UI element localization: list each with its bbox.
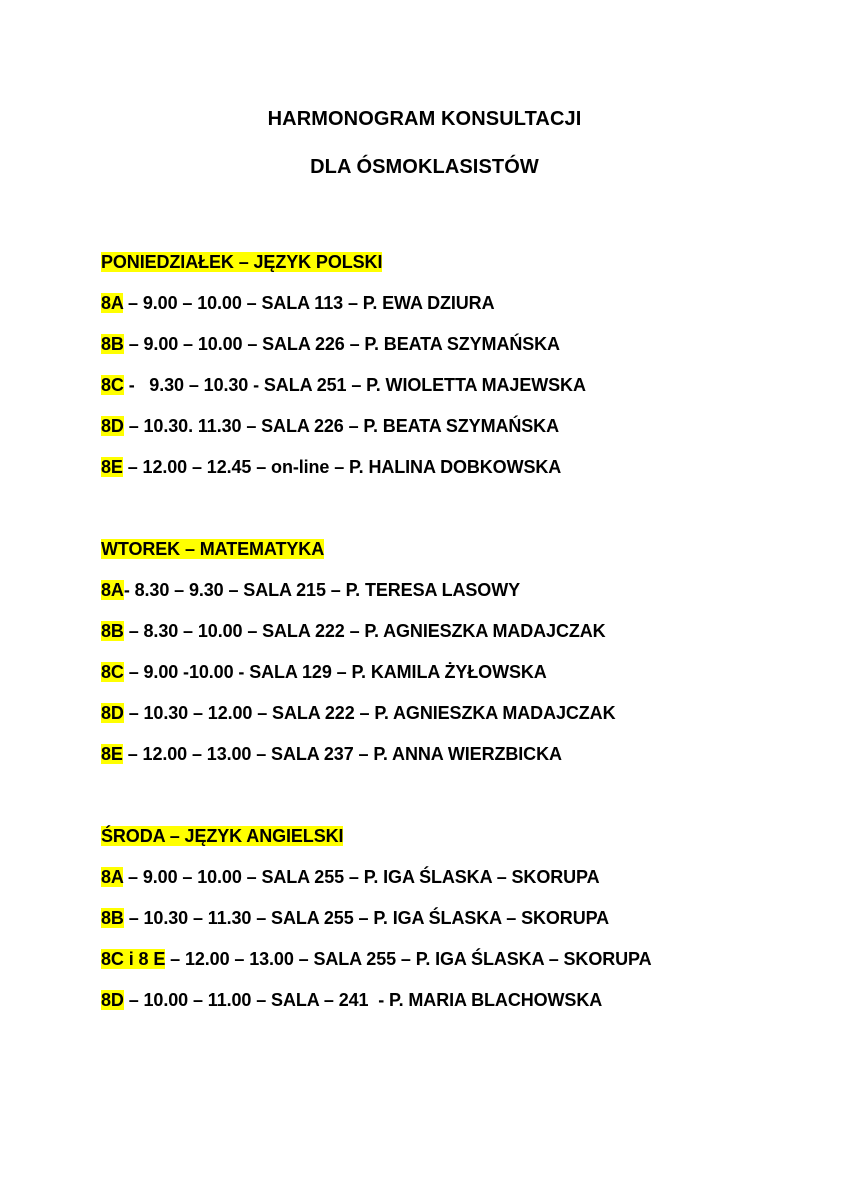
schedule-entry xyxy=(101,701,801,742)
class-label: 8E xyxy=(101,457,123,477)
section-monday-polish xyxy=(101,250,801,496)
schedule-entry xyxy=(101,947,801,988)
entry-details: – 12.00 – 13.00 – SALA 237 – P. ANNA WIERZBICKA xyxy=(122,744,562,764)
schedule-entry xyxy=(101,455,801,496)
schedule-entry xyxy=(101,414,801,455)
entry-details: – 10.00 – 11.00 – SALA – 241 - P. MARIA BLACHOWSKA xyxy=(123,990,603,1010)
entry-details: – 9.00 -10.00 - SALA 129 – P. KAMILA ŻYŁOWSKA xyxy=(123,662,547,682)
class-label: 8A xyxy=(101,293,124,313)
schedule-entry xyxy=(101,373,801,414)
section-heading xyxy=(101,824,801,865)
heading-highlight: WTOREK – MATEMATYKA xyxy=(101,539,325,559)
class-label: 8B xyxy=(101,621,124,641)
heading-highlight: ŚRODA – JĘZYK ANGIELSKI xyxy=(101,826,344,846)
entry-details: – 12.00 – 13.00 – SALA 255 – P. IGA ŚLASKA – SKORUPA xyxy=(165,949,652,969)
schedule-entry xyxy=(101,332,801,373)
section-wednesday-english xyxy=(101,824,801,1029)
class-label: 8C i 8 E xyxy=(101,949,166,969)
entry-details: – 8.30 – 10.00 – SALA 222 – P. AGNIESZKA MADAJCZAK xyxy=(123,621,606,641)
entry-details: – 10.30. 11.30 – SALA 226 – P. BEATA SZYMAŃSKA xyxy=(123,416,559,436)
section-heading xyxy=(101,250,801,291)
entry-details: – 10.30 – 12.00 – SALA 222 – P. AGNIESZKA MADAJCZAK xyxy=(123,703,616,723)
class-label: 8A xyxy=(101,867,124,887)
class-label: 8C xyxy=(101,375,124,395)
schedule-entry xyxy=(101,906,801,947)
entry-details: – 12.00 – 12.45 – on-line – P. HALINA DOBKOWSKA xyxy=(122,457,562,477)
document-subtitle: DLA ÓSMOKLASISTÓW xyxy=(310,156,539,178)
class-label: 8E xyxy=(101,744,123,764)
document-title: HARMONOGRAM KONSULTACJI xyxy=(267,108,582,130)
entry-details: – 10.30 – 11.30 – SALA 255 – P. IGA ŚLASKA – SKORUPA xyxy=(123,908,610,928)
schedule-entry xyxy=(101,660,801,701)
entry-details: – 9.00 – 10.00 – SALA 226 – P. BEATA SZYMAŃSKA xyxy=(123,334,560,354)
schedule-entry xyxy=(101,291,801,332)
class-label: 8A xyxy=(101,580,124,600)
class-label: 8D xyxy=(101,990,124,1010)
heading-highlight: PONIEDZIAŁEK – JĘZYK POLSKI xyxy=(101,252,383,272)
entry-details: - 9.30 – 10.30 - SALA 251 – P. WIOLETTA MAJEWSKA xyxy=(123,375,586,395)
entry-details: - 8.30 – 9.30 – SALA 215 – P. TERESA LASOWY xyxy=(123,580,521,600)
schedule-entry xyxy=(101,619,801,660)
class-label: 8B xyxy=(101,908,124,928)
class-label: 8B xyxy=(101,334,124,354)
section-tuesday-math xyxy=(101,537,801,783)
entry-details: – 9.00 – 10.00 – SALA 113 – P. EWA DZIURA xyxy=(123,293,495,313)
schedule-entry xyxy=(101,865,801,906)
entry-details: – 9.00 – 10.00 – SALA 255 – P. IGA ŚLASKA – SKORUPA xyxy=(123,867,600,887)
section-heading xyxy=(101,537,801,578)
schedule-entry xyxy=(101,742,801,783)
class-label: 8D xyxy=(101,703,124,723)
class-label: 8C xyxy=(101,662,124,682)
schedule-entry xyxy=(101,578,801,619)
class-label: 8D xyxy=(101,416,124,436)
schedule-entry xyxy=(101,988,801,1029)
